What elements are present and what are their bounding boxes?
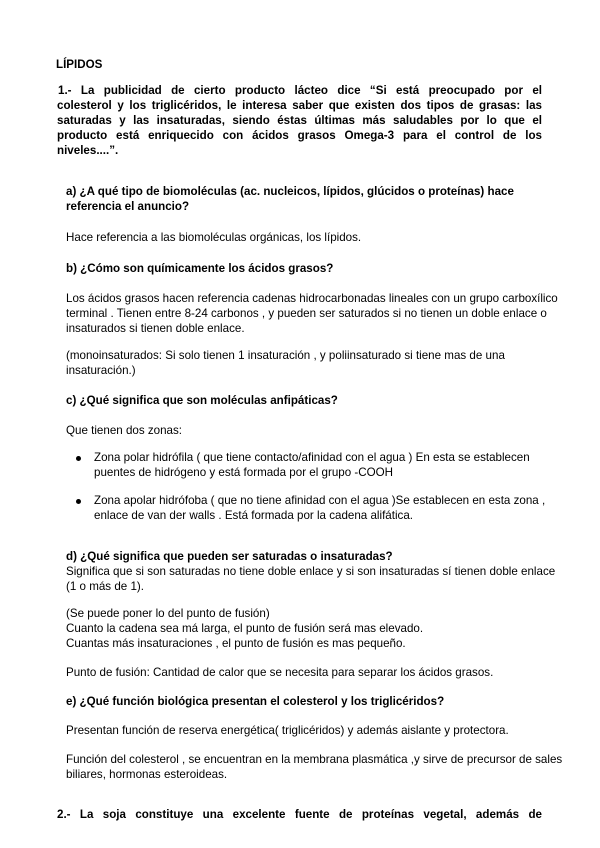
section-d-extra: Cuantas más insaturaciones , el punto de fusión es mas pequeño. bbox=[66, 637, 406, 650]
section-a-question: referencia el anuncio? bbox=[66, 200, 190, 213]
question-1-line: 1.- La publicidad de cierto producto lácteo dice “Si está preocupado por el bbox=[58, 84, 542, 97]
section-a-answer: Hace referencia a las biomoléculas orgánicas, los lípidos. bbox=[66, 231, 362, 244]
section-b-note: insaturación.) bbox=[66, 364, 136, 377]
question-2-line: 2.- La soja constituye una excelente fuente de proteínas vegetal, además de bbox=[57, 808, 542, 821]
section-c-intro: Que tienen dos zonas: bbox=[66, 424, 183, 437]
bullet-item-line: puentes de hidrógeno y está formada por el grupo -COOH bbox=[94, 466, 394, 479]
section-a-question: a) ¿A qué tipo de biomoléculas (ac. nucleicos, lípidos, glúcidos o proteínas) hace bbox=[66, 185, 514, 198]
section-e-question: e) ¿Qué función biológica presentan el colesterol y los triglicéridos? bbox=[66, 695, 445, 708]
bullet-icon bbox=[76, 499, 81, 504]
page-title: LÍPIDOS bbox=[56, 58, 103, 71]
bullet-item-line: enlace de van der walls . Está formada por la cadena alifática. bbox=[94, 509, 414, 522]
section-d-extra: (Se puede poner lo del punto de fusión) bbox=[66, 607, 270, 620]
section-d-answer: Significa que si son saturadas no tiene doble enlace y si son insaturadas sí tienen doble enlace bbox=[66, 565, 556, 578]
question-1-line: colesterol y los triglicéridos, le interesa saber que existen dos tipos de grasas: las bbox=[57, 99, 542, 112]
section-e-colesterol: biliares, hormonas esteroideas. bbox=[66, 768, 228, 781]
bullet-item-line: Zona polar hidrófila ( que tiene contacto/afinidad con el agua ) En esta se establecen bbox=[94, 451, 530, 464]
section-e-colesterol: Función del colesterol , se encuentran en la membrana plasmática ,y sirve de precursor de sales bbox=[66, 753, 563, 766]
section-e-answer: Presentan función de reserva energética( triglicéridos) y además aislante y protectora. bbox=[66, 724, 509, 737]
section-b-question: b) ¿Cómo son químicamente los ácidos grasos? bbox=[66, 262, 334, 275]
question-1-line: producto está enriquecido con ácidos grasos Omega-3 para el control de los bbox=[57, 129, 542, 142]
section-d-definition: Punto de fusión: Cantidad de calor que se necesita para separar los ácidos grasos. bbox=[66, 666, 494, 679]
question-1-line: saturadas y las insaturadas, siendo éstas últimas más saludables por lo que el bbox=[57, 114, 542, 127]
section-d-extra: Cuanto la cadena sea má larga, el punto de fusión será mas elevado. bbox=[66, 622, 424, 635]
section-c-question: c) ¿Qué significa que son moléculas anfipáticas? bbox=[66, 394, 338, 407]
section-b-answer: Los ácidos grasos hacen referencia cadenas hidrocarbonadas lineales con un grupo carboxílico bbox=[66, 292, 558, 305]
bullet-item-line: Zona apolar hidrófoba ( que no tiene afinidad con el agua )Se establecen en esta zona , bbox=[94, 494, 546, 507]
question-1-line: niveles....”. bbox=[57, 144, 119, 157]
section-d-answer: (1 o más de 1). bbox=[66, 580, 144, 593]
section-b-answer: insaturados si tienen doble enlace. bbox=[66, 322, 245, 335]
section-b-answer: terminal . Tienen entre 8-24 carbonos , y pueden ser saturados si no tienen un doble enlace o bbox=[66, 307, 547, 320]
section-d-question: d) ¿Qué significa que pueden ser saturadas o insaturadas? bbox=[66, 550, 393, 563]
bullet-icon bbox=[76, 456, 81, 461]
section-b-note: (monoinsaturados: Si solo tienen 1 insaturación , y poliinsaturado si tiene mas de una bbox=[66, 349, 505, 362]
